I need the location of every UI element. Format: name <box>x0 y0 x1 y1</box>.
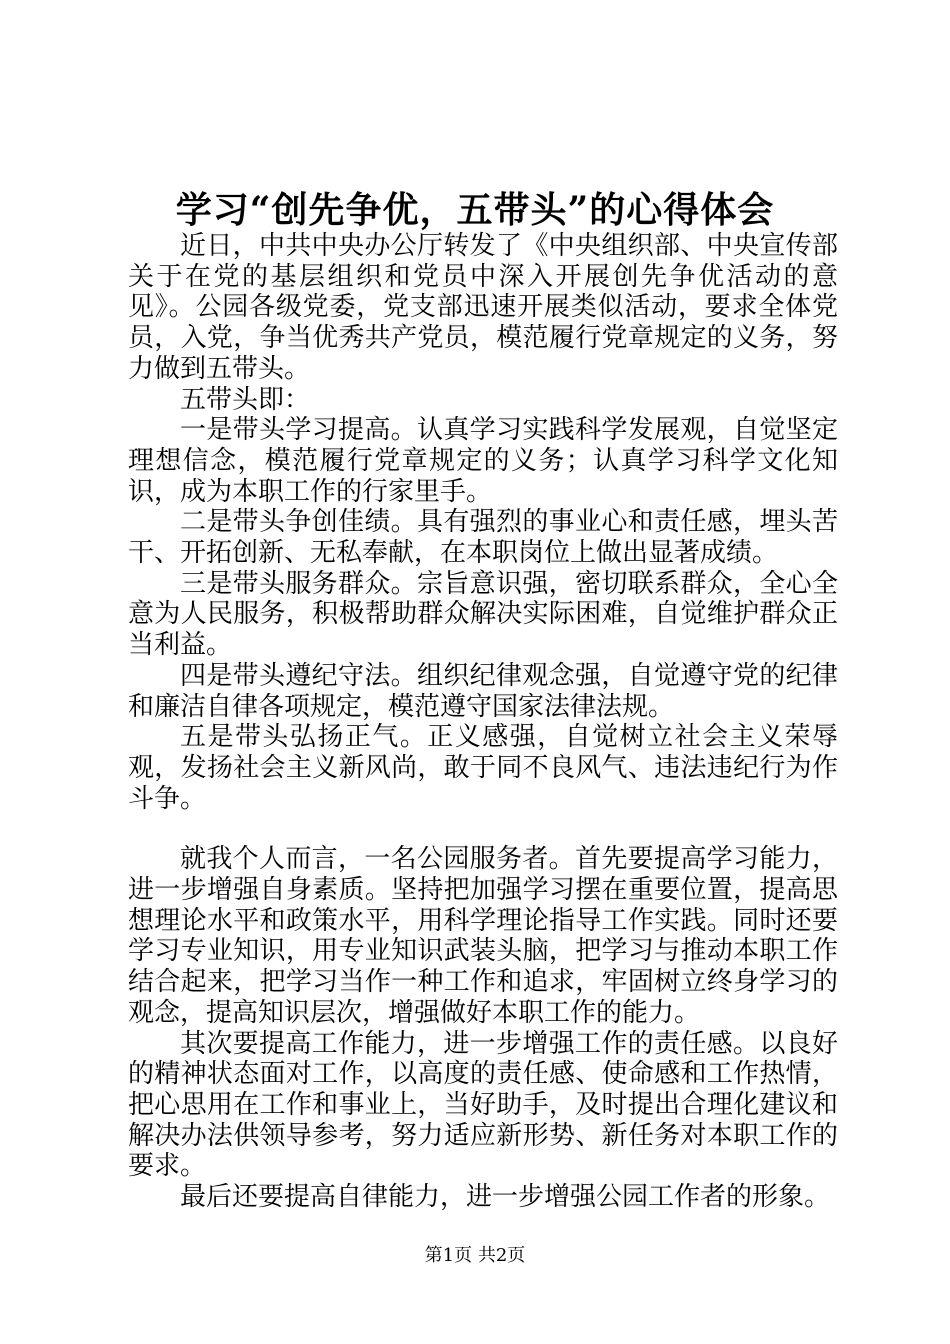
paragraph-personal: 就我个人而言，一名公园服务者。首先要提高学习能力，进一步增强自身素质。坚持把加强学习摆在重要位置，提高思想理论水平和政策水平，用科学理论指导工作实践。同时还要学习专业知识，用专业知识武装头脑，把学习与推动本职工作结合起来，把学习当作一种工作和追求，牢固树立终身学习的观念，提高知识层次，增强做好本职工作的能力。 <box>128 844 838 1028</box>
paragraph-self-discipline: 最后还要提高自律能力，进一步增强公园工作者的形象。 <box>180 1182 831 1213</box>
document-body <box>128 231 838 1213</box>
paragraph-lead-3: 三是带头服务群众。宗旨意识强，密切联系群众，全心全意为人民服务，积极帮助群众解决实际困难，自觉维护群众正当利益。 <box>128 568 838 661</box>
paragraph-work-ability: 其次要提高工作能力，进一步增强工作的责任感。以良好的精神状态面对工作，以高度的责任感、使命感和工作热情，把心思用在工作和事业上，当好助手，及时提出合理化建议和解决办法供领导参考，努力适应新形势、新任务对本职工作的要求。 <box>128 1028 838 1182</box>
page-number: 第1页 共2页 <box>424 1245 526 1266</box>
paragraph-lead-5: 五是带头弘扬正气。正义感强，自觉树立社会主义荣辱观，发扬社会主义新风尚，敢于同不良风气、违法违纪行为作斗争。 <box>128 722 838 814</box>
paragraph-lead-2: 二是带头争创佳绩。具有强烈的事业心和责任感，埋头苦干、开拓创新、无私奉献，在本职岗位上做出显著成绩。 <box>128 507 838 569</box>
paragraph-five-leads-heading: 五带头即： <box>180 384 311 415</box>
paragraph-intro: 近日，中共中央办公厅转发了《中央组织部、中央宣传部关于在党的基层组织和党员中深入开展创先争优活动的意见》。公园各级党委，党支部迅速开展类似活动，要求全体党员，入党，争当优秀共产党员，模范履行党章规定的义务，努力做到五带头。 <box>128 231 838 384</box>
page-title: 学习“创先争优，五带头”的心得体会 <box>175 189 775 231</box>
paragraph-lead-1: 一是带头学习提高。认真学习实践科学发展观，自觉坚定理想信念，模范履行党章规定的义务；认真学习科学文化知识，成为本职工作的行家里手。 <box>128 415 838 507</box>
paragraph-lead-4: 四是带头遵纪守法。组织纪律观念强，自觉遵守党的纪律和廉洁自律各项规定，模范遵守国家法律法规。 <box>128 660 838 722</box>
